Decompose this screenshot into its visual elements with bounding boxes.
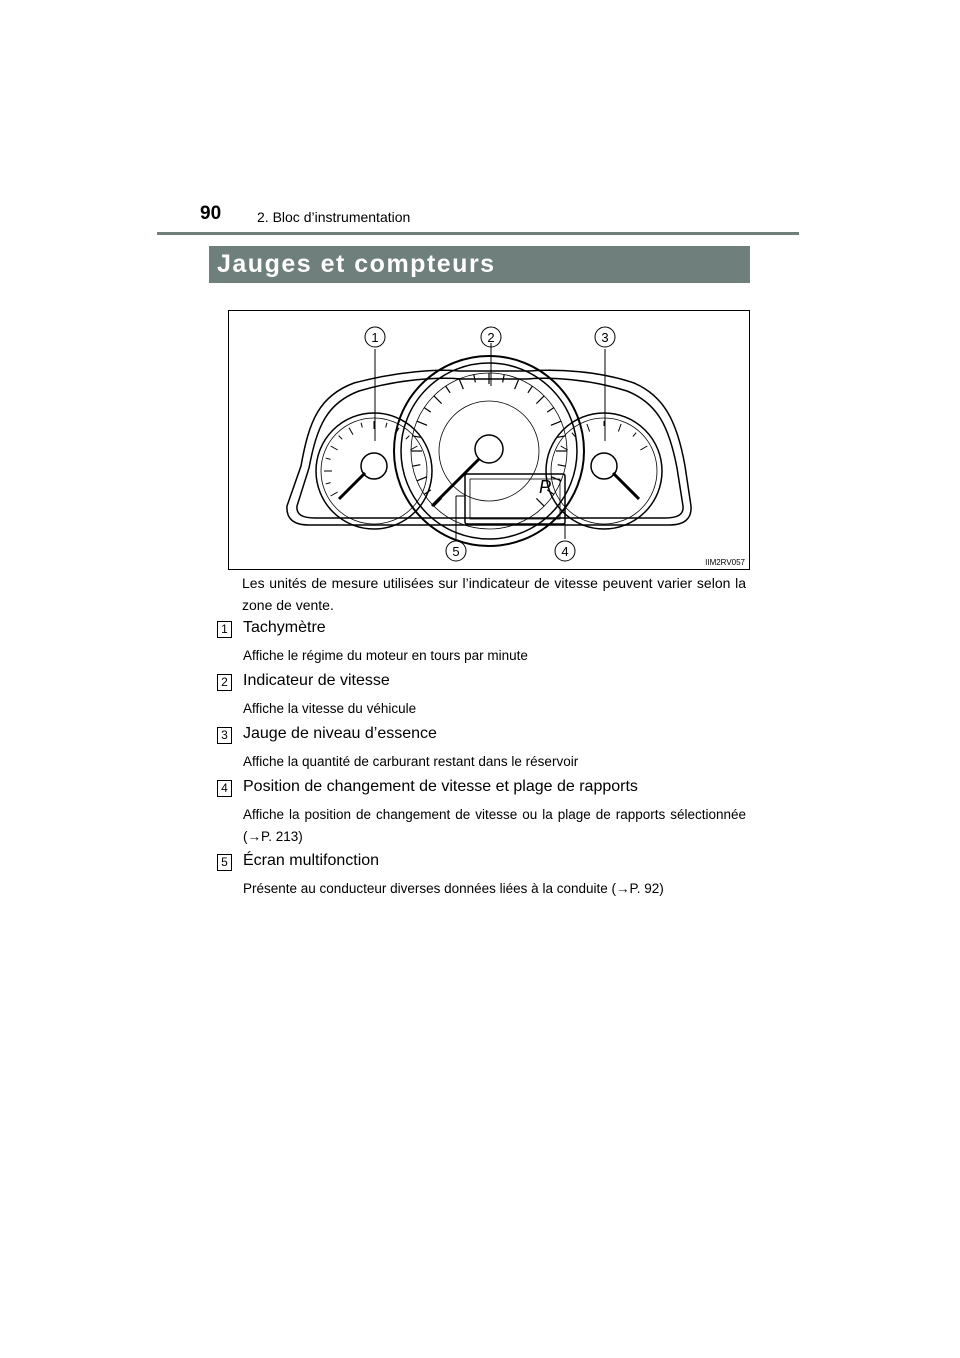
gauge-tick — [515, 379, 519, 389]
gauge-tick — [331, 446, 338, 450]
item-description: Affiche la vitesse du véhicule — [243, 701, 417, 716]
callout-4: 4 — [561, 544, 569, 559]
item-description: Affiche le régime du moteur en tours par minute — [243, 648, 528, 663]
item-title: Jauge de niveau d’essence — [243, 725, 437, 742]
intro-text: Les unités de mesure utilisées sur l’indicateur de vitesse peuvent varier selon la zone de vente. — [242, 575, 746, 613]
item-number-badge: 3 — [217, 727, 232, 744]
gauge-tick — [474, 374, 476, 382]
section-title-bar — [209, 246, 750, 283]
callout-3: 3 — [601, 330, 609, 345]
item-title: Écran multifonction — [243, 852, 380, 869]
gauge-tick — [446, 386, 450, 393]
gauge-tick — [331, 492, 338, 496]
item-description: Affiche la position de changement de vitesse ou la plage de rapports sélectionnée (→P. 213) — [243, 807, 746, 844]
gauge-tick — [536, 498, 544, 506]
section-title: Jauges et compteurs — [217, 250, 496, 278]
gauge-tick — [349, 428, 353, 435]
item-title: Position de changement de vitesse et plage de rapports — [243, 778, 638, 795]
item-number-badge: 4 — [217, 780, 232, 797]
gauge-tick — [558, 465, 566, 467]
gauge-tick — [547, 408, 554, 412]
item-description: Affiche la quantité de carburant restant dans le réservoir — [243, 754, 579, 769]
gauge-tick — [528, 386, 532, 393]
page-number: 90 — [200, 203, 222, 224]
instrument-cluster-figure — [228, 310, 750, 570]
gauge-tick — [412, 465, 420, 467]
item-number-badge: 5 — [217, 854, 232, 871]
callout-5: 5 — [452, 544, 460, 559]
callout-1: 1 — [371, 330, 379, 345]
gauge-tick — [417, 421, 427, 425]
gauge-tick — [326, 458, 331, 459]
item-description: Présente au conducteur diverses données liées à la conduite (→P. 92) — [243, 881, 664, 896]
item-title: Indicateur de vitesse — [243, 672, 390, 689]
gauge-tick — [339, 436, 343, 440]
gauge-tick — [326, 483, 331, 484]
gauge-tick — [459, 379, 463, 389]
item-number-badge: 1 — [217, 621, 232, 638]
gauge-tick — [633, 433, 636, 437]
gauge-tick — [424, 408, 431, 412]
gauge-tick — [361, 423, 362, 428]
gauge-tick — [386, 423, 387, 428]
gauge-tick — [417, 477, 427, 481]
gauge-tick — [640, 446, 647, 450]
gauge-tick — [558, 436, 566, 438]
header-rule — [157, 232, 799, 235]
gauge-tick — [551, 421, 561, 425]
gauge-tick — [434, 396, 442, 404]
item-title: Tachymètre — [243, 619, 326, 636]
gauge-tick — [406, 436, 410, 440]
gauge-tick — [412, 436, 420, 438]
gauge-tick — [587, 424, 590, 432]
gear-position-indicator: P — [538, 477, 552, 497]
gauge-tick — [503, 374, 505, 382]
item-number-badge: 2 — [217, 674, 232, 691]
gauge-tick — [618, 424, 621, 432]
figure-code: IIM2RV057 — [705, 558, 745, 567]
chapter-title: 2. Bloc d’instrumentation — [257, 209, 411, 225]
instrument-cluster-illustration — [229, 311, 751, 571]
gauge-tick — [536, 396, 544, 404]
callout-2: 2 — [487, 330, 495, 345]
